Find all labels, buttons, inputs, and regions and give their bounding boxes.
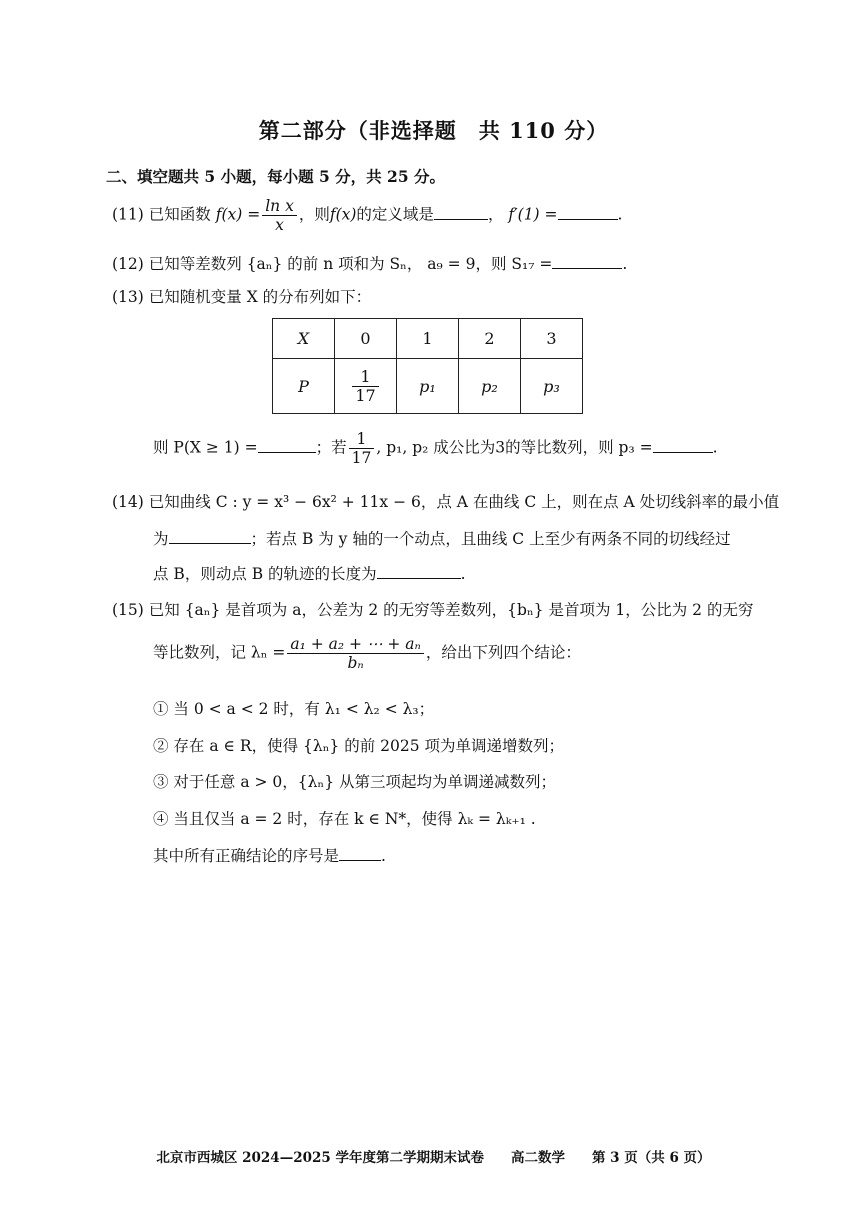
question-15-line-1 (112, 598, 753, 620)
table-cell: p₃ (521, 359, 583, 414)
q11-number: (11) (112, 205, 144, 224)
q11-text-c: 的定义域是 (356, 205, 434, 224)
table-cell: 0 (335, 319, 397, 359)
q11-text-a: 已知函数 (148, 205, 211, 224)
q15-conclusion-2: ② 存在 a ∈ R，使得 {λₙ} 的前 2025 项为单调递增数列； (153, 737, 565, 755)
q14-blank-1[interactable] (169, 529, 251, 544)
q11-sep: ， (487, 205, 504, 224)
q11-deriv: f′(1) = (508, 205, 558, 224)
table-cell: 1 (397, 319, 459, 359)
q13-text: 已知随机变量 X 的分布列如下： (148, 288, 372, 306)
q14-line1: 已知曲线 C : y = x³ − 6x² + 11x − 6，点 A 在曲线 C 上，则在点 A 处切线斜率的最小值 (148, 493, 780, 511)
question-14-line-2 (153, 527, 731, 549)
q15-frac-num: a₁ + a₂ + ⋯ + aₙ (287, 635, 423, 654)
table-frac-num: 1 (352, 368, 378, 387)
table-row (273, 359, 583, 414)
q12-number: (12) (112, 255, 144, 273)
distribution-table (272, 318, 583, 414)
table-cell: p₁ (397, 359, 459, 414)
question-14-line-3 (153, 562, 466, 584)
q13-follow-up (153, 430, 718, 467)
q15-conclusion-4: ④ 当且仅当 a = 2 时，存在 k ∈ N*，使得 λₖ = λₖ₊₁ . (153, 810, 536, 828)
table-fraction (352, 368, 378, 405)
page-footer: 北京市西城区 2024—2025 学年度第二学期期末试卷 高二数学 第 3 页（共 6 页） (156, 1150, 711, 1166)
q14-number: (14) (112, 493, 144, 511)
q13-follow-a: 则 P(X ≥ 1) = (153, 438, 258, 457)
q15-line2-a: 等比数列，记 λₙ = (153, 643, 286, 662)
q11-frac-den: x (275, 216, 284, 234)
table-cell: p₂ (459, 359, 521, 414)
q13-blank-1[interactable] (258, 438, 316, 453)
q11-frac-num: ln x (262, 197, 297, 216)
q15-end: . (381, 847, 386, 865)
table-frac-den: 17 (355, 385, 376, 405)
q12-blank[interactable] (552, 254, 622, 269)
q13-frac-den: 17 (351, 449, 372, 467)
q15-number: (15) (112, 601, 144, 619)
q14-line2-a: 为 (153, 530, 169, 548)
table-cell: 3 (521, 319, 583, 359)
question-11 (112, 197, 622, 234)
q15-conclusion-1: ① 当 0 < a < 2 时，有 λ₁ < λ₂ < λ₃； (153, 700, 435, 718)
q15-fraction (287, 635, 423, 672)
q11-func-lhs: f(x) = (215, 205, 261, 224)
q13-follow-b: ；若 (315, 438, 347, 457)
q14-end: . (460, 565, 466, 583)
table-row (273, 319, 583, 359)
q14-line3-a: 点 B，则动点 B 的轨迹的长度为 (153, 565, 377, 583)
q14-blank-2[interactable] (377, 564, 461, 579)
q15-final: 其中所有正确结论的序号是 (153, 847, 340, 865)
table-cell (335, 359, 397, 414)
q11-text-b: ，则 (298, 205, 330, 224)
q13-follow-c: , p₁, p₂ 成公比为3的等比数列，则 p₃ = (376, 438, 653, 457)
table-cell: 2 (459, 319, 521, 359)
q12-text: 已知等差数列 {aₙ} 的前 n 项和为 Sₙ， a₉ = 9，则 S₁₇ = (148, 255, 553, 273)
question-12 (112, 252, 627, 274)
q12-end: . (622, 255, 628, 273)
q11-fraction (262, 197, 297, 234)
q11-blank-2[interactable] (558, 205, 618, 220)
question-15-line-2 (153, 635, 581, 672)
section-heading: 二、填空题共 5 小题，每小题 5 分，共 25 分。 (106, 167, 446, 186)
q15-blank[interactable] (339, 846, 381, 861)
q11-end: . (617, 205, 623, 224)
q15-frac-den: bₙ (347, 654, 364, 672)
q11-blank-1[interactable] (434, 205, 488, 220)
question-14-line-1 (112, 490, 779, 512)
question-13 (112, 285, 371, 307)
q13-number: (13) (112, 288, 144, 306)
q13-end: . (712, 438, 718, 457)
q13-fraction (349, 430, 375, 467)
q15-line2-b: ，给出下列四个结论： (425, 643, 581, 662)
table-cell: X (273, 319, 335, 359)
q15-final-line (153, 844, 386, 866)
q14-line2-b: ；若点 B 为 y 轴的一个动点，且曲线 C 上至少有两条不同的切线经过 (250, 530, 731, 548)
q13-blank-2[interactable] (653, 438, 713, 453)
q11-fx: f(x) (329, 205, 357, 224)
q15-line1: 已知 {aₙ} 是首项为 a，公差为 2 的无穷等差数列，{bₙ} 是首项为 1，公比为 2 的无穷 (148, 601, 754, 619)
table-cell: P (273, 359, 335, 414)
q15-conclusion-3: ③ 对于任意 a > 0，{λₙ} 从第三项起均为单调递减数列； (153, 773, 556, 791)
page-title: 第二部分（非选择题 共 110 分） (258, 118, 609, 143)
q13-frac-num: 1 (349, 430, 375, 449)
